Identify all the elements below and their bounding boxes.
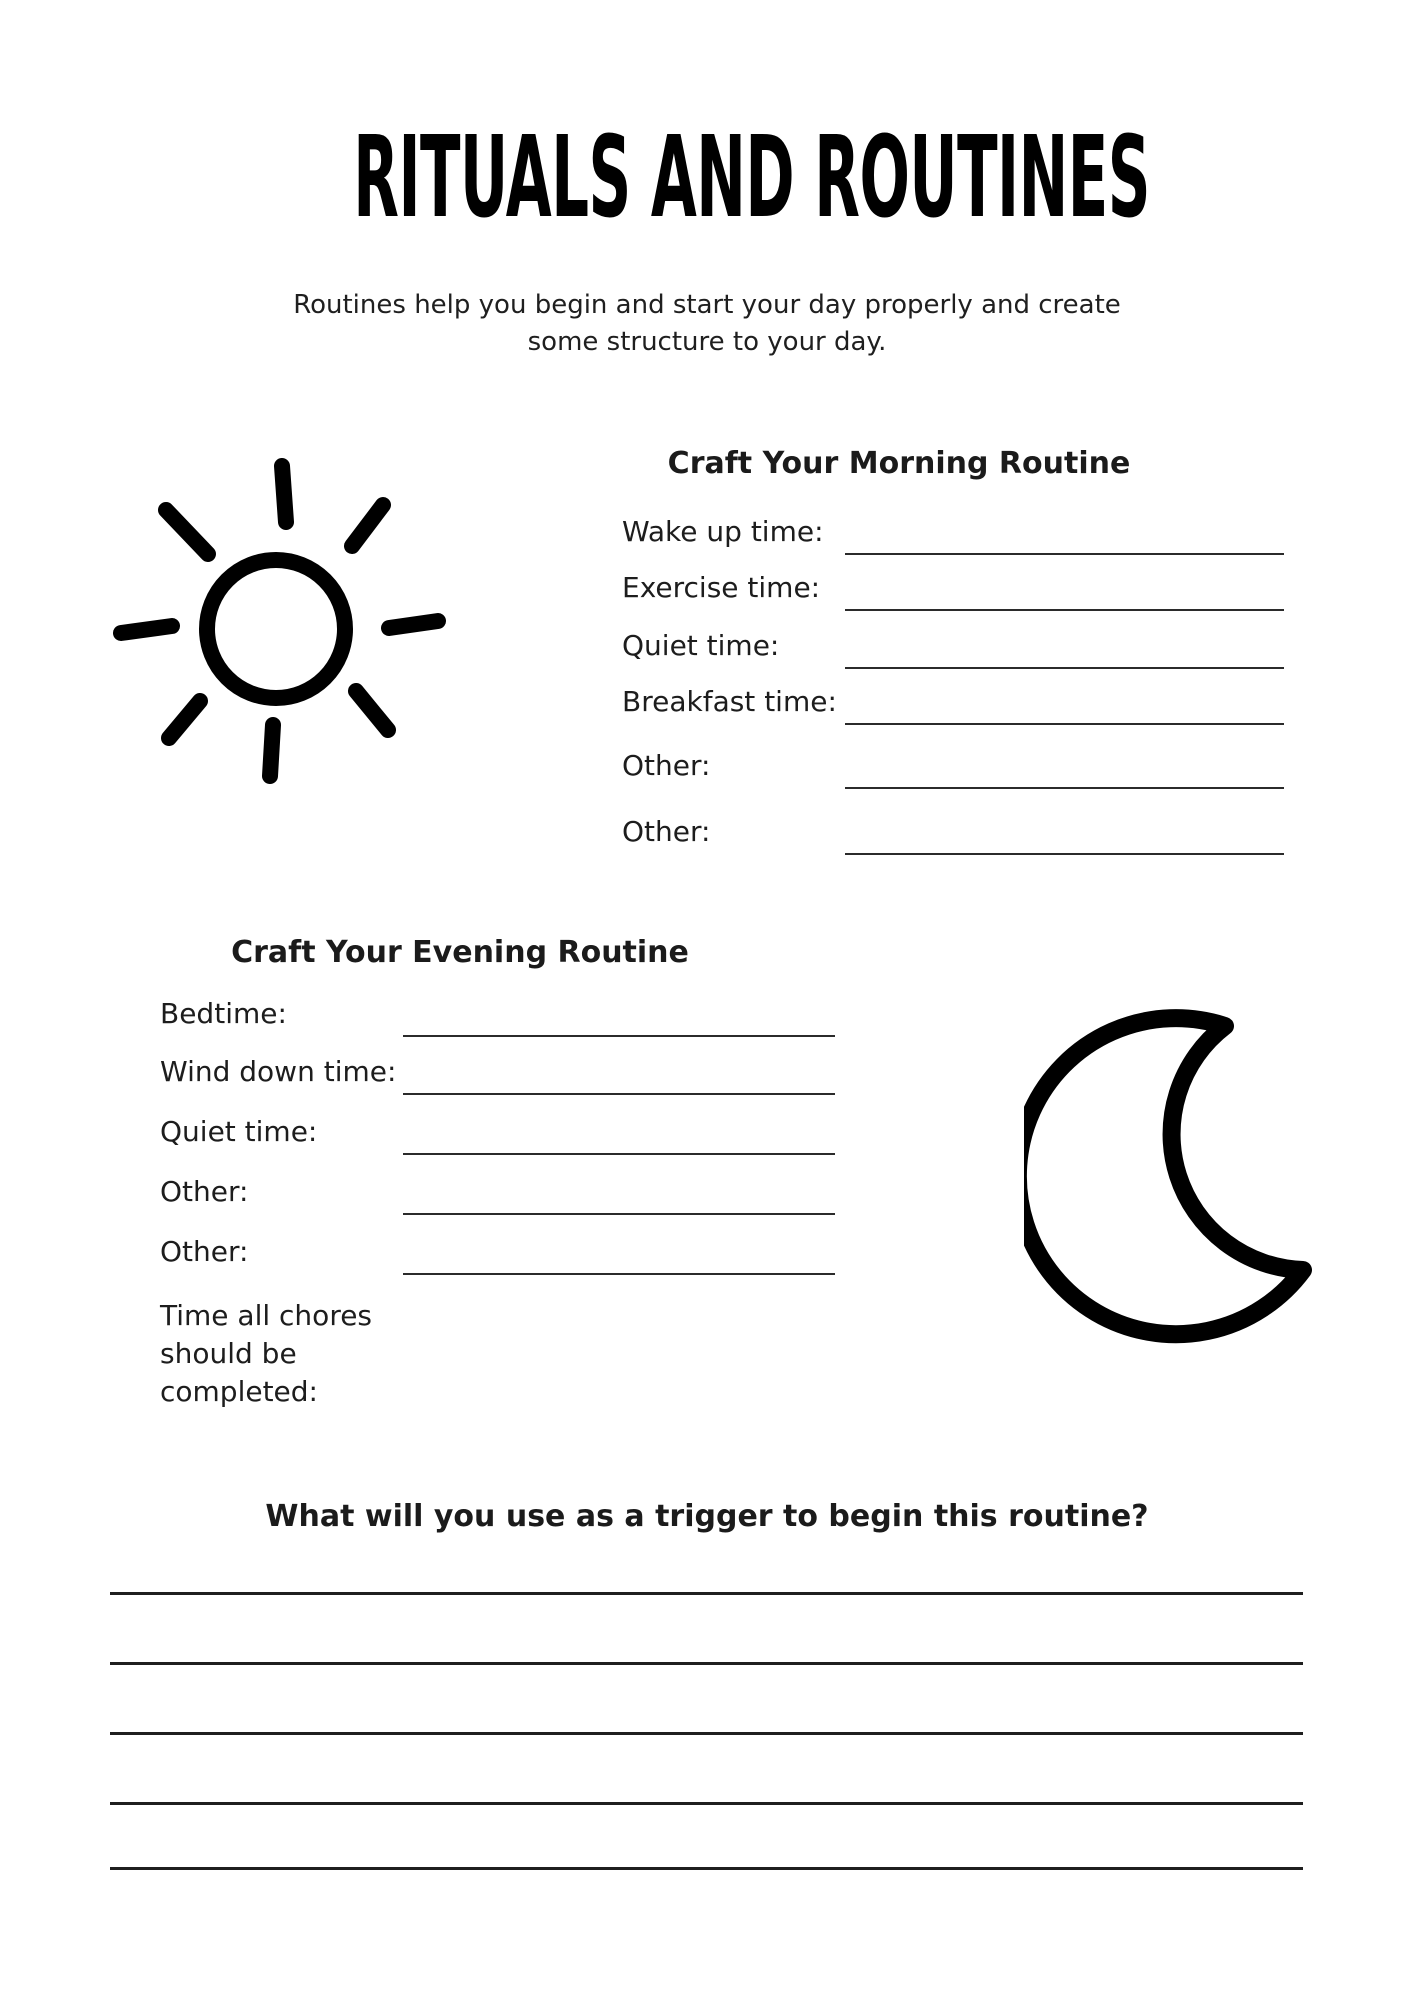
evening-heading: Craft Your Evening Routine [231, 935, 689, 970]
fill-in-line[interactable] [403, 1049, 835, 1095]
field-label: Bedtime: [160, 997, 287, 1030]
answer-line-2[interactable] [110, 1662, 1303, 1665]
answer-line-5[interactable] [110, 1867, 1303, 1870]
morning-field-breakfast [622, 681, 1284, 725]
answer-line-1[interactable] [110, 1592, 1303, 1595]
evening-field-bedtime [160, 993, 835, 1037]
field-label: Other: [160, 1175, 249, 1208]
evening-field-other-1 [160, 1171, 835, 1215]
evening-field-other-2 [160, 1231, 835, 1275]
fill-in-line[interactable] [845, 679, 1284, 725]
morning-field-other-2 [622, 811, 1284, 855]
morning-field-other-1 [622, 745, 1284, 789]
field-label: Quiet time: [160, 1115, 318, 1148]
morning-field-wake-up [622, 511, 1284, 555]
evening-field-quiet [160, 1111, 835, 1155]
evening-field-wind-down [160, 1051, 835, 1095]
morning-field-quiet [622, 625, 1284, 669]
page-title [0, 113, 1414, 243]
subtitle-line-1: Routines help you begin and start your day properly and create [293, 290, 1121, 320]
field-label: Other: [160, 1235, 249, 1268]
evening-field-chores [160, 1297, 835, 1409]
morning-field-exercise [622, 567, 1284, 611]
page-title-text: RITUALS AND ROUTINES [353, 113, 1150, 243]
sun-icon [112, 452, 447, 790]
page-subtitle [0, 287, 1414, 361]
field-label: Exercise time: [622, 571, 821, 604]
field-label: Breakfast time: [622, 685, 837, 718]
answer-line-4[interactable] [110, 1802, 1303, 1805]
field-label: Time all chores should be completed: [160, 1299, 373, 1408]
moon-icon [1024, 1006, 1322, 1344]
fill-in-line[interactable] [403, 991, 835, 1037]
field-label: Wake up time: [622, 515, 824, 548]
fill-in-line[interactable] [845, 809, 1284, 855]
trigger-question: What will you use as a trigger to begin this routine? [265, 1499, 1149, 1534]
fill-in-line[interactable] [845, 623, 1284, 669]
subtitle-line-2: some structure to your day. [527, 327, 887, 357]
fill-in-line[interactable] [403, 1229, 835, 1275]
fill-in-line[interactable] [403, 1169, 835, 1215]
fill-in-line[interactable] [845, 565, 1284, 611]
field-label: Wind down time: [160, 1055, 397, 1088]
fill-in-line[interactable] [845, 743, 1284, 789]
morning-heading: Craft Your Morning Routine [667, 446, 1131, 481]
fill-in-line[interactable] [845, 509, 1284, 555]
field-label: Other: [622, 749, 711, 782]
field-label: Quiet time: [622, 629, 780, 662]
fill-in-line[interactable] [403, 1109, 835, 1155]
answer-line-3[interactable] [110, 1732, 1303, 1735]
field-label: Other: [622, 815, 711, 848]
